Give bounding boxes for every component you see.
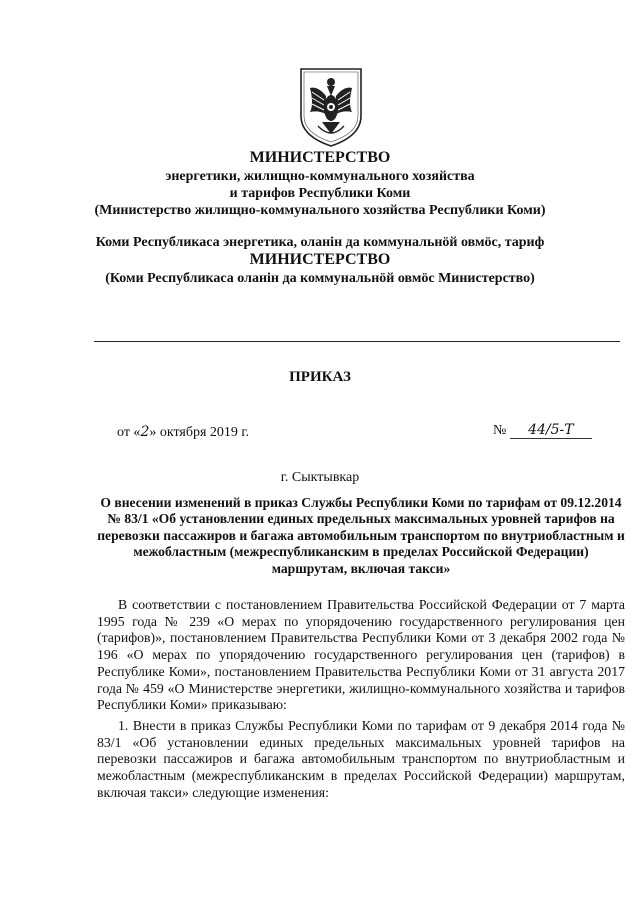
body-para2-text: 1. Внести в приказ Службы Республики Коми по тарифам от 9 декабря 2014 года № 83/1 «Об установлении единых предельных максимальных уровней тарифов на перевозки пассажиров и багажа автомобильным транспортом по внутриобластным и межобластным (межреспубликанским в пределах Российской Федерации) маршрутам, включая такси» следующие изменения:: [97, 718, 625, 800]
header-komi-title: МИНИСТЕРСТВО: [249, 251, 391, 268]
date-prefix: от «: [117, 425, 141, 440]
header-ru-line3: (Министерство жилищно-коммунального хозяйства Республики Коми): [94, 203, 546, 218]
body-paragraph-2: [97, 718, 625, 802]
header-komi-line3: (Коми Республикаса оланiн да коммунальнӧй овмӧс Министерство): [105, 271, 535, 286]
doc-type: ПРИКАЗ: [289, 369, 351, 385]
header-komi-line1: Коми Республикаса энергетика, оланiн да коммунальнӧй овмӧс, тариф: [95, 235, 545, 250]
header-ru-line2: и тарифов Республики Коми: [229, 186, 411, 201]
komi-bird-emblem-icon: [298, 66, 364, 148]
header-ru-line1: энергетики, жилищно-коммунального хозяйства: [165, 169, 475, 184]
date-day: 2: [140, 424, 150, 440]
header-ru-title: МИНИСТЕРСТВО: [249, 149, 391, 166]
doc-number: [493, 422, 592, 439]
doc-subject: О внесении изменений в приказ Службы Республики Коми по тарифам от 09.12.2014 № 83/1 «Об установлении единых предельных максимальных уровней тарифов на перевозки пассажиров и багажа автомобильным транспортом по внутриобластным и межобластным (межреспубликанским в пределах Российской Федерации) маршрутам, включая такси»: [97, 495, 625, 576]
number-prefix: №: [493, 423, 507, 438]
doc-city: г. Сыктывкар: [280, 470, 360, 485]
header-divider: [94, 341, 620, 342]
body-paragraph-1: [97, 597, 625, 714]
date-suffix: » октября 2019 г.: [149, 425, 250, 440]
body-para1-text: В соответствии с постановлением Правительства Российской Федерации от 7 марта 1995 года № 239 «О мерах по упорядочению государственного регулирования цен (тарифов)», постановлением Правительства Республики Коми от 3 декабря 2002 года № 196 «О мерах по упорядочению государственного регулирования цен (тарифов) в Республике Коми», постановлением Правительства Республики Коми от 31 августа 2017 года № 459 «О Министерстве энергетики, жилищно-коммунального хозяйства и тарифов Республики Коми» приказываю:: [97, 597, 625, 713]
doc-date: [117, 424, 249, 441]
number-value: 44/5-Т: [510, 422, 592, 439]
